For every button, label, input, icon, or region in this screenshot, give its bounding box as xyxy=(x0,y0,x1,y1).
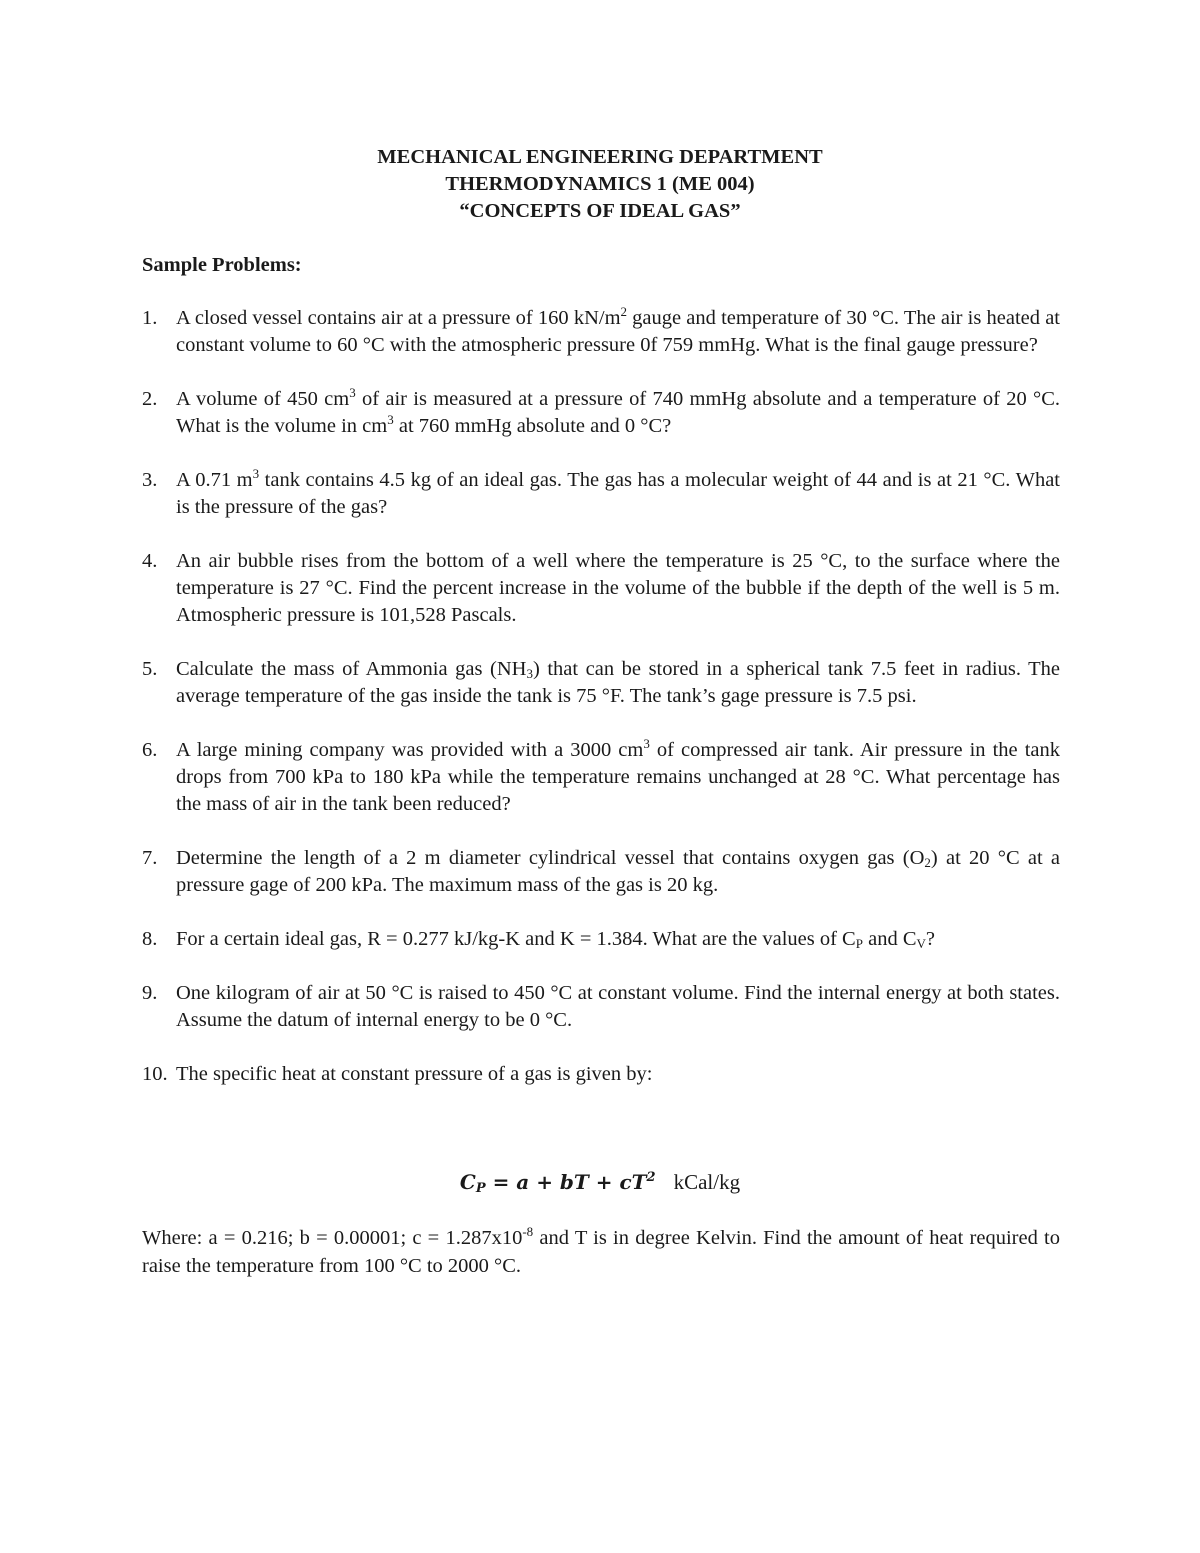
problem-5 xyxy=(142,656,1060,710)
problem-6 xyxy=(142,737,1060,818)
problem-list xyxy=(142,305,1060,1115)
topic-title: “CONCEPTS OF IDEAL GAS” xyxy=(459,200,741,222)
problem-text: A 0.71 $m^3$ tank contains 4.5 kg of an ideal gas. The gas has a molecular weight of 44 and is at 21 °C. What is the pressure of the gas? xyxy=(176,466,1060,518)
problem-number: 2. xyxy=(142,388,158,410)
problem-8 xyxy=(142,926,1060,953)
formula-expression: $C_P = a$ + bT + $cT^2$ xyxy=(459,1170,656,1196)
problem-number: 10. xyxy=(142,1063,168,1085)
course-title: THERMODYNAMICS 1 (ME 004) xyxy=(445,173,755,195)
problem-number: 9. xyxy=(142,982,158,1004)
problem-1 xyxy=(142,305,1060,359)
problem-number: 4. xyxy=(142,550,158,572)
problem-text: A closed vessel contains air at a pressure of 160 $kN/m^2$ gauge and temperature of 30 °C. The air is heated at constant volume to 60 °C with the atmospheric pressure 0f 759 mmHg. What is the final gauge pressure? xyxy=(176,304,1060,356)
formula-conditions: Where: a = 0.216; b = 0.00001; $c = 1.287x10^{-8}$ and T is in degree Kelvin. Find the amount of heat required to raise the temperature from 100 °C to 2000 °C. xyxy=(142,1224,1060,1277)
problem-7 xyxy=(142,845,1060,899)
problem-text: Determine the length of a 2 m diameter cylindrical vessel that contains oxygen gas $(O_2)$ at 20 °C at a pressure gage of 200 kPa. The maximum mass of the gas is 20 kg. xyxy=(176,847,1061,896)
problem-text: A large mining company was provided with a 3000 $cm^3$ of compressed air tank. Air pressure in the tank drops from 700 kPa to 180 kPa while the temperature remains unchanged at 28 °C. What percentage has the mass of air in the tank been reduced? xyxy=(176,736,1060,815)
formula-unit: kCal/kg xyxy=(673,1170,741,1194)
section-title: Sample Problems: xyxy=(142,254,302,276)
problem-number: 3. xyxy=(142,469,158,491)
problem-number: 7. xyxy=(142,847,158,869)
problem-text: The specific heat at constant pressure of a gas is given by: xyxy=(176,1063,653,1085)
problem-number: 8. xyxy=(142,928,158,950)
document-header xyxy=(0,144,1200,225)
problem-text: An air bubble rises from the bottom of a well where the temperature is 25 °C, to the surface where the temperature is 27 °C. Find the percent increase in the volume of the bubble if the depth of the well is 5 m. Atmospheric pressure is 101,528 Pascals. xyxy=(176,550,1060,626)
problem-number: 5. xyxy=(142,658,158,680)
problem-text: A volume of 450 $cm^3$ of air is measured at a pressure of 740 mmHg absolute and a temperature of 20 °C. What is the volume in $cm^3$ at 760 mmHg absolute and 0 °C? xyxy=(176,385,1060,437)
problem-number: 1. xyxy=(142,307,158,329)
problem-text: One kilogram of air at 50 °C is raised to 450 °C at constant volume. Find the internal energy at both states. Assume the datum of internal energy to be 0 °C. xyxy=(176,982,1060,1031)
problem-2 xyxy=(142,386,1060,440)
department-title: MECHANICAL ENGINEERING DEPARTMENT xyxy=(377,146,823,168)
problem-3 xyxy=(142,467,1060,521)
problem-text: Calculate the mass of Ammonia gas $(NH_3)$ that can be stored in a spherical tank 7.5 feet in radius. The average temperature of the gas inside the tank is 75 °F. The tank’s gage pressure is 7.5 psi. xyxy=(176,658,1060,707)
problem-10 xyxy=(142,1061,1060,1088)
problem-4 xyxy=(142,548,1060,629)
specific-heat-formula xyxy=(0,1170,1200,1195)
problem-9 xyxy=(142,980,1060,1034)
problem-number: 6. xyxy=(142,739,158,761)
problem-text: For a certain ideal gas, R = 0.277 kJ/kg-K and K = 1.384. What are the values of $C_P$ and $C_V$? xyxy=(176,928,935,951)
